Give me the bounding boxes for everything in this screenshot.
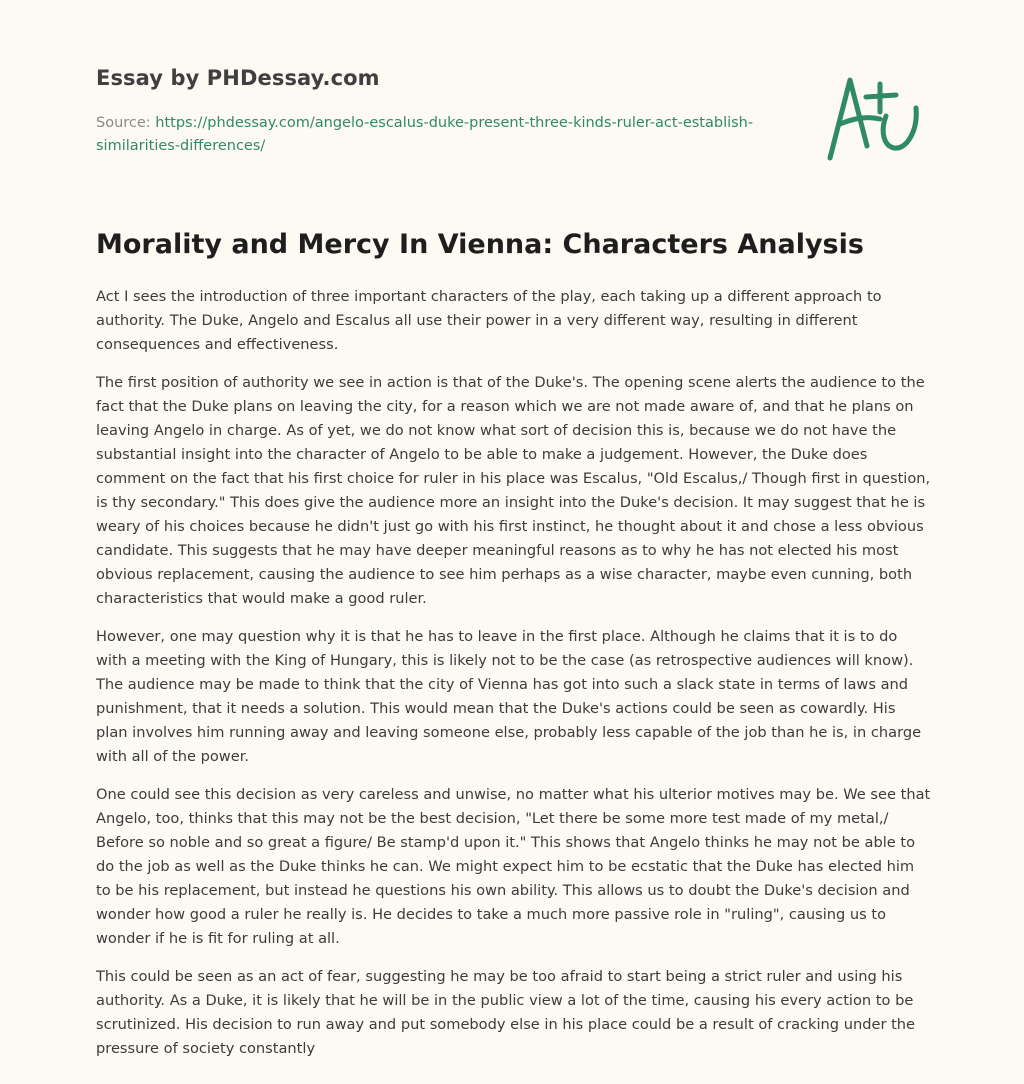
paragraph-2: The first position of authority we see in action is that of the Duke's. The opening scene alerts the audience to the fact that the Duke plans on leaving the city, for a reason which we are not made aware of, and that he plans on leaving Angelo in charge. As of yet, we do not know what sort of decision this is, because we do not have the substantial insight into the character of Angelo to be able to make a judgement. However, the Duke does comment on the fact that his first choice for ruler in his place was Escalus, "Old Escalus,/ Though first in question, is thy secondary." This does give the audience more an insight into the Duke's decision. It may suggest that he is weary of his choices because he didn't just go with his first instinct, he thought about it and chose a less obvious candidate. This suggests that he may have deeper meaningful reasons as to why he has not elected his most obvious replacement, causing the audience to see him perhaps as a wise character, maybe even cunning, both characteristics that would make a good ruler. [96,374,931,607]
source-label: Source: [96,115,151,131]
paragraph-3: However, one may question why it is that he has to leave in the first place. Although he claims that it is to do with a meeting with the King of Hungary, this is likely not to be the case (as retrospective audiences will know). The audience may be made to think that the city of Vienna has got into such a slack state in terms of laws and punishment, that it needs a solution. This would mean that the Duke's actions could be seen as cowardly. His plan involves him running away and leaving someone else, probably less capable of the job than he is, in charge with all of the power. [96,628,922,765]
essay-body [96,285,931,1075]
paragraph-5: This could be seen as an act of fear, suggesting he may be too afraid to start being a strict ruler and using his authority. As a Duke, it is likely that he will be in the public view a lot of the time, causing his every action to be scrutinized. His decision to run away and put somebody else in his place could be a result of cracking under the pressure of society constantly [96,968,916,1057]
source-line [96,112,776,158]
essay-title: Morality and Mercy In Vienna: Characters Analysis [96,229,864,260]
a-plus-grade-icon [820,66,930,166]
source-link[interactable]: https://phdessay.com/angelo-escalus-duke-present-three-kinds-ruler-act-establish-similarities-differences/ [96,115,754,154]
paragraph-1: Act I sees the introduction of three important characters of the play, each taking up a different approach to authority. The Duke, Angelo and Escalus all use their power in a very different way, resulting in different consequences and effectiveness. [96,288,882,353]
paragraph-4: One could see this decision as very careless and unwise, no matter what his ulterior motives may be. We see that Angelo, too, thinks that this may not be the best decision, "Let there be some more test made of my metal,/ Before so noble and so great a figure/ Be stamp'd upon it." This shows that Angelo thinks he may not be able to do the job as well as the Duke thinks he can. We might expect him to be ecstatic that the Duke has elected him to be his replacement, but instead he questions his own ability. This allows us to doubt the Duke's decision and wonder how good a ruler he really is. He decides to take a much more passive role in "ruling", causing us to wonder if he is fit for ruling at all. [96,786,931,947]
site-brand: Essay by PHDessay.com [96,66,380,90]
